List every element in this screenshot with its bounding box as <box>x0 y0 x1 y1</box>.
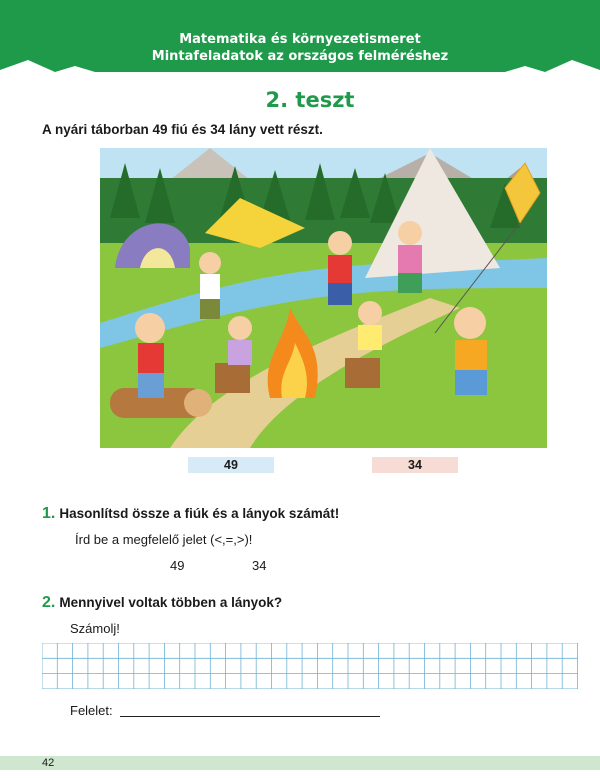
page-title: 2. teszt <box>265 88 355 112</box>
comparison-right-value: 34 <box>252 558 267 573</box>
header-line-2: Mintafeladatok az országos felméréshez <box>151 49 449 64</box>
task-1-number: 1. <box>42 505 56 522</box>
task-2-text: Mennyivel voltak többen a lányok? <box>59 595 283 610</box>
answer-label: Felelet: <box>70 703 113 718</box>
task-2-heading <box>42 594 282 612</box>
answer-line[interactable] <box>120 716 380 717</box>
comparison-left-value: 49 <box>170 558 185 573</box>
header-band <box>0 0 600 72</box>
task-2-number: 2. <box>42 594 56 611</box>
girls-count-box: 34 <box>372 457 458 473</box>
boys-count-box: 49 <box>188 457 274 473</box>
calculation-grid[interactable] <box>42 643 578 689</box>
intro-text: A nyári táborban 49 fiú és 34 lány vett részt. <box>42 122 323 137</box>
header-line-1: Matematika és környezetismeret <box>179 32 421 47</box>
camp-illustration <box>100 148 547 448</box>
page-number: 42 <box>42 757 55 769</box>
task-1-heading <box>42 505 339 523</box>
task-1-instruction: Írd be a megfelelő jelet (<,=,>)! <box>75 532 253 547</box>
task-2-instruction: Számolj! <box>70 621 120 636</box>
footer-band <box>0 756 600 770</box>
task-1-text: Hasonlítsd össze a fiúk és a lányok számát! <box>59 506 340 521</box>
